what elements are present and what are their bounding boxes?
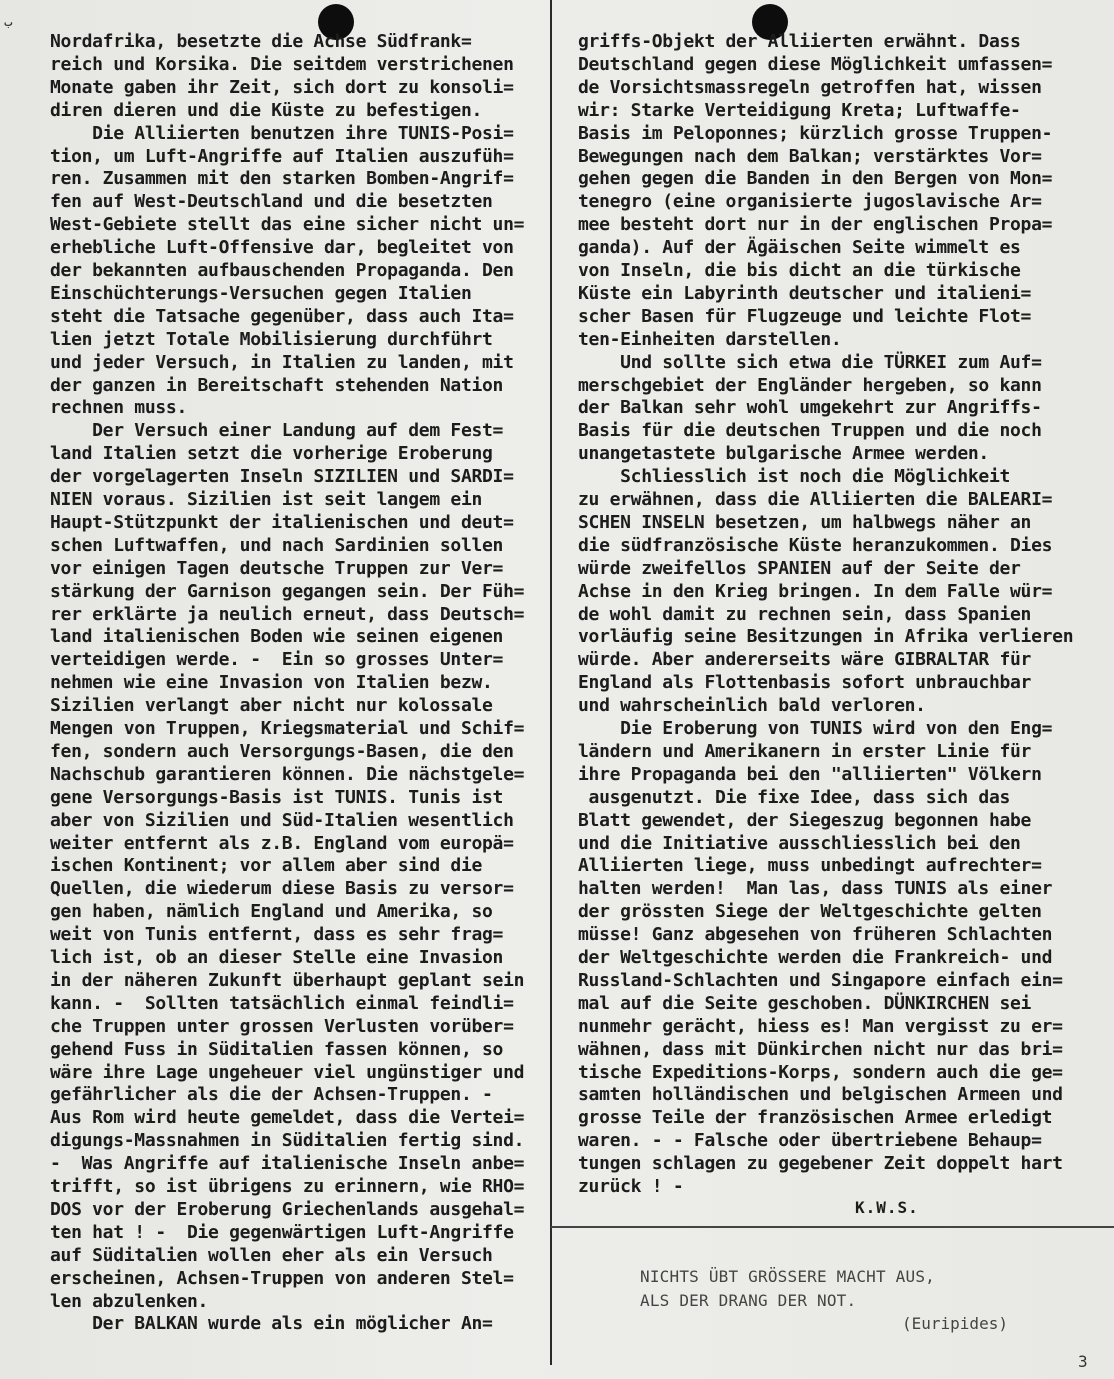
page-number: 3 <box>1078 1352 1088 1371</box>
left-column-line: erhebliche Luft-Offensive dar, begleitet von <box>50 237 514 259</box>
right-column-line: der Balkan sehr wohl umgekehrt zur Angriffs- <box>578 397 1042 419</box>
right-column-line: grosse Teile der französischen Armee erledigt <box>578 1107 1053 1129</box>
right-column-line: tische Expeditions-Korps, sondern auch die ge= <box>578 1061 1063 1083</box>
left-column-line: Nordafrika, besetzte die Achse Südfrank= <box>50 31 472 52</box>
right-column-line: Basis für die deutschen Truppen und die noch <box>578 420 1042 442</box>
author-signature: K.W.S. <box>855 1198 919 1217</box>
left-column-line: Sizilien verlangt aber nicht nur kolossale <box>50 695 493 717</box>
left-column-line: fen, sondern auch Versorgungs-Basen, die den <box>50 740 514 762</box>
right-column-line: griffs-Objekt der Alliierten erwähnt. Dass <box>578 31 1021 52</box>
left-column-line: steht die Tatsache gegenüber, dass auch Ita= <box>50 305 514 327</box>
left-column-line: aber von Sizilien und Süd-Italien wesentlich <box>50 809 514 831</box>
right-column-line: halten werden! Man las, dass TUNIS als einer <box>578 878 1053 900</box>
left-column-line: ren. Zusammen mit den starken Bomben-Angrif= <box>50 168 514 190</box>
left-column-line: trifft, so ist übrigens zu erinnern, wie RHO= <box>50 1176 525 1197</box>
right-column-line: de Vorsichtsmassregeln getroffen hat, wissen <box>578 76 1042 98</box>
right-column-line: mee besteht dort nur in der englischen Propa= <box>578 214 1053 236</box>
left-column-line: Die Alliierten benutzen ihre TUNIS-Posi= <box>50 122 514 144</box>
left-column-line: gene Versorgungs-Basis ist TUNIS. Tunis ist <box>50 786 504 808</box>
left-column-line: stärkung der Garnison gegangen sein. Der Füh= <box>50 580 525 602</box>
right-column-line: samten holländischen und belgischen Armeen und <box>578 1084 1063 1106</box>
right-column-line: nunmehr gerächt, hiess es! Man vergisst zu er= <box>578 1015 1063 1037</box>
right-column-line: England als Flottenbasis sofort unbrauchbar <box>578 672 1032 694</box>
right-column-line: ländern und Amerikanern in erster Linie für <box>578 740 1032 762</box>
right-column-line: und wahrscheinlich bald verloren. <box>578 695 926 717</box>
quote-divider <box>551 1226 1114 1228</box>
right-column-line: müsse! Ganz abgesehen von früheren Schlachten <box>578 924 1053 946</box>
right-column-line: Schliesslich ist noch die Möglichkeit <box>578 466 1011 488</box>
right-column-line: scher Basen für Flugzeuge und leichte Flot= <box>578 305 1032 327</box>
left-column-line: ischen Kontinent; vor allem aber sind die <box>50 855 483 877</box>
right-column-line: wir: Starke Verteidigung Kreta; Luftwaffe- <box>578 99 1021 121</box>
left-column-line: Der BALKAN wurde als ein möglicher An= <box>50 1313 493 1335</box>
left-column-line: nehmen wie eine Invasion von Italien bezw. <box>50 672 493 694</box>
left-column-line: land italienischen Boden wie seinen eigenen <box>50 626 504 648</box>
right-column-line: Und sollte sich etwa die TÜRKEI zum Auf= <box>578 351 1042 373</box>
right-column-line: Russland-Schlachten und Singapore einfach ein= <box>578 969 1063 991</box>
left-column-line: rechnen muss. <box>50 397 187 419</box>
left-column-line: len abzulenken. <box>50 1290 209 1312</box>
right-column-line: de wohl damit zu rechnen sein, dass Spanien <box>578 603 1032 625</box>
left-column-line: lich ist, ob an dieser Stelle eine Invasion <box>50 947 504 968</box>
right-column-line: von Inseln, die bis dicht an die türkische <box>578 260 1021 281</box>
left-column-line: wäre ihre Lage ungeheuer viel ungünstiger und <box>50 1061 525 1083</box>
right-column-line: Alliierten liege, muss unbedingt aufrechter= <box>578 855 1042 877</box>
right-column-line: ganda). Auf der Ägäischen Seite wimmelt es <box>578 237 1021 259</box>
left-column-line: DOS vor der Eroberung Griechenlands ausgehal= <box>50 1198 525 1220</box>
right-column-line: Bewegungen nach dem Balkan; verstärktes Vor= <box>578 145 1042 167</box>
left-column-line: ten hat ! - Die gegenwärtigen Luft-Angriffe <box>50 1221 514 1243</box>
left-column-line: auf Süditalien wollen eher als ein Versuch <box>50 1244 493 1266</box>
left-column-line: gen haben, nämlich England und Amerika, so <box>50 901 493 923</box>
left-column-line: erscheinen, Achsen-Truppen von anderen Stel= <box>50 1267 514 1289</box>
right-column-line: die südfranzösische Küste heranzukommen. Dies <box>578 534 1053 556</box>
right-column-line: unangetastete bulgarische Armee werden. <box>578 443 989 465</box>
left-column-line: kann. - Sollten tatsächlich einmal feindli= <box>50 992 514 1014</box>
quote-author: (Euripides) <box>902 1314 1008 1333</box>
left-column-line: vor einigen Tagen deutsche Truppen zur Ver= <box>50 557 504 579</box>
left-column-line: lien jetzt Totale Mobilisierung durchführt <box>50 328 493 350</box>
right-column-line: Basis im Peloponnes; kürzlich grosse Truppen- <box>578 122 1053 144</box>
right-column-line: waren. - - Falsche oder übertriebene Behaup= <box>578 1130 1042 1152</box>
right-column-line: vorläufig seine Besitzungen in Afrika verlieren <box>578 626 1074 648</box>
left-column-line: Haupt-Stützpunkt der italienischen und deut= <box>50 511 514 533</box>
left-column-line: reich und Korsika. Die seitdem verstrichenen <box>50 53 514 75</box>
right-column-line: ausgenutzt. Die fixe Idee, dass sich das <box>578 786 1011 808</box>
right-column-line: Küste ein Labyrinth deutscher und italieni= <box>578 282 1032 304</box>
left-column-line: und jeder Versuch, in Italien zu landen, mit <box>50 351 514 373</box>
left-column-line: diren dieren und die Küste zu befestigen. <box>50 99 483 121</box>
right-column-line: Deutschland gegen diese Möglichkeit umfassen= <box>578 53 1053 75</box>
right-column-line: ten-Einheiten darstellen. <box>578 328 842 350</box>
left-column-line: der bekannten aufbauschenden Propaganda. Den <box>50 260 514 281</box>
right-column-line: SCHEN INSELN besetzen, um halbwegs näher an <box>578 511 1032 533</box>
left-column-line: Quellen, die wiederum diese Basis zu versor= <box>50 878 514 900</box>
left-column-line: digungs-Massnahmen in Süditalien fertig sind. <box>50 1130 525 1152</box>
left-column-line: der vorgelagerten Inseln SIZILIEN und SARDI= <box>50 466 514 488</box>
left-column-line: weiter entfernt als z.B. England vom europä= <box>50 832 514 854</box>
quote-line: NICHTS ÜBT GRÖSSERE MACHT AUS, <box>640 1267 935 1286</box>
right-column-line: würde. Aber andererseits wäre GIBRALTAR für <box>578 649 1032 671</box>
left-column-line: in der näheren Zukunft überhaupt geplant sein <box>50 969 525 991</box>
left-column-line: Nachschub garantieren können. Die nächstgele= <box>50 763 525 785</box>
left-column-line: fen auf West-Deutschland und die besetzten <box>50 191 493 213</box>
right-column-line: Die Eroberung von TUNIS wird von den Eng= <box>578 718 1053 739</box>
right-column-line: merschgebiet der Engländer hergeben, so kann <box>578 374 1042 396</box>
right-column-line: tungen schlagen zu gegebener Zeit doppelt hart <box>578 1153 1063 1175</box>
column-divider <box>550 0 552 1365</box>
quote-line: ALS DER DRANG DER NOT. <box>640 1291 857 1310</box>
left-column-line: Aus Rom wird heute gemeldet, dass die Vertei= <box>50 1107 525 1129</box>
right-column-line: tenegro (eine organisierte jugoslavische Ar= <box>578 191 1042 213</box>
left-column-line: gefährlicher als die der Achsen-Truppen. - <box>50 1084 493 1106</box>
right-column-line: Blatt gewendet, der Siegeszug begonnen habe <box>578 809 1032 831</box>
left-column-line: verteidigen werde. - Ein so grosses Unter= <box>50 649 504 671</box>
right-column-line: der Weltgeschichte werden die Frankreich- und <box>578 947 1053 968</box>
left-column-line: tion, um Luft-Angriffe auf Italien auszufüh= <box>50 145 514 167</box>
left-column-line: - Was Angriffe auf italienische Inseln anbe= <box>50 1153 525 1175</box>
left-column-line: Einschüchterungs-Versuchen gegen Italien <box>50 282 472 304</box>
right-column-line: ihre Propaganda bei den "alliierten" Völkern <box>578 763 1042 785</box>
left-column-line: Der Versuch einer Landung auf dem Fest= <box>50 420 504 442</box>
left-column-line: West-Gebiete stellt das eine sicher nicht un= <box>50 214 525 236</box>
corner-mark: ب <box>4 14 13 30</box>
right-column-line: wähnen, dass mit Dünkirchen nicht nur das bri= <box>578 1038 1063 1060</box>
left-column-line: NIEN voraus. Sizilien ist seit langem ein <box>50 489 483 510</box>
left-column-line: land Italien setzt die vorherige Eroberung <box>50 443 493 465</box>
right-column-line: zu erwähnen, dass die Alliierten die BALEARI= <box>578 489 1053 510</box>
left-column-line: der ganzen in Bereitschaft stehenden Nation <box>50 374 504 396</box>
right-column-line: zurück ! - <box>578 1176 684 1197</box>
left-column-line: Monate gaben ihr Zeit, sich dort zu konsoli= <box>50 76 514 98</box>
right-column-line: würde zweifellos SPANIEN auf der Seite der <box>578 557 1021 579</box>
right-column-line: mal auf die Seite geschoben. DÜNKIRCHEN sei <box>578 992 1032 1014</box>
left-column-line: che Truppen unter grossen Verlusten vorüber= <box>50 1015 514 1037</box>
right-column-line: und die Initiative ausschliesslich bei den <box>578 832 1021 854</box>
right-column-line: Achse in den Krieg bringen. In dem Falle wür= <box>578 580 1053 602</box>
left-column-line: Mengen von Truppen, Kriegsmaterial und Schif= <box>50 718 525 739</box>
left-column-line: schen Luftwaffen, und nach Sardinien sollen <box>50 534 504 556</box>
left-column-line: rer erklärte ja neulich erneut, dass Deutsch= <box>50 603 525 625</box>
left-column-line: gehend Fuss in Süditalien fassen können, so <box>50 1038 504 1060</box>
right-column-line: gehen gegen die Banden in den Bergen von Mon= <box>578 168 1053 190</box>
right-column-line: der grössten Siege der Weltgeschichte gelten <box>578 901 1042 923</box>
left-column-line: weit von Tunis entfernt, dass es sehr frag= <box>50 924 504 946</box>
